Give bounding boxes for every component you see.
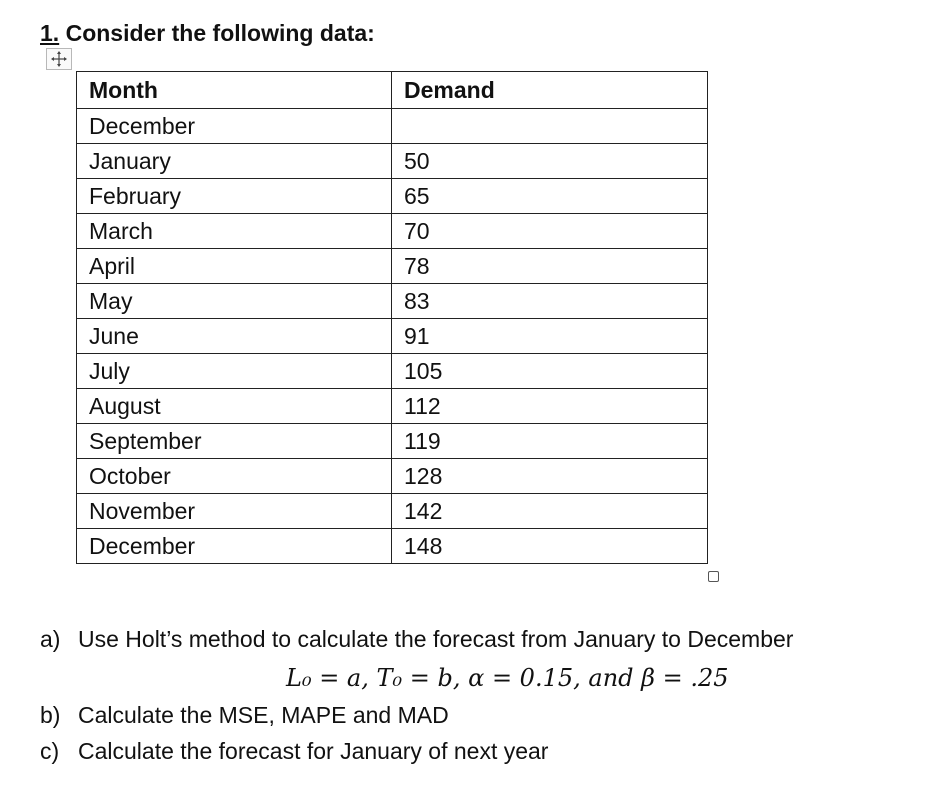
demand-cell: 83 [392, 284, 708, 319]
question-text: Use Holt’s method to calculate the forecast from January to December [78, 626, 794, 652]
table-row [77, 179, 708, 214]
parameter-formula: L₀ = a, T₀ = b, α = 0.15, and β = .25 [286, 664, 729, 692]
question-heading [40, 20, 375, 47]
table-row [77, 529, 708, 564]
question-c [40, 738, 548, 765]
demand-cell: 50 [392, 144, 708, 179]
month-cell: February [77, 179, 392, 214]
demand-table [76, 71, 708, 564]
month-cell: December [77, 529, 392, 564]
table-row [77, 424, 708, 459]
month-cell: December [77, 109, 392, 144]
question-label: a) [40, 626, 61, 652]
header-month: Month [77, 72, 392, 109]
table-row [77, 389, 708, 424]
month-cell: August [77, 389, 392, 424]
month-cell: January [77, 144, 392, 179]
demand-cell: 105 [392, 354, 708, 389]
table-row [77, 109, 708, 144]
demand-cell: 91 [392, 319, 708, 354]
question-a [40, 626, 793, 653]
month-cell: October [77, 459, 392, 494]
question-number: 1. [40, 20, 60, 46]
table-row [77, 354, 708, 389]
month-cell: March [77, 214, 392, 249]
month-cell: April [77, 249, 392, 284]
table-row [77, 459, 708, 494]
demand-cell: 119 [392, 424, 708, 459]
demand-cell: 148 [392, 529, 708, 564]
month-cell: November [77, 494, 392, 529]
resize-square-icon[interactable] [708, 571, 719, 582]
table-row [77, 249, 708, 284]
table-row [77, 144, 708, 179]
move-arrows-icon [49, 50, 69, 68]
month-cell: July [77, 354, 392, 389]
demand-cell [392, 109, 708, 144]
table-row [77, 494, 708, 529]
question-b [40, 702, 449, 729]
question-label: c) [40, 738, 60, 764]
demand-cell: 78 [392, 249, 708, 284]
month-cell: June [77, 319, 392, 354]
demand-cell: 128 [392, 459, 708, 494]
question-text: Calculate the forecast for January of next year [78, 738, 549, 764]
demand-cell: 142 [392, 494, 708, 529]
demand-cell: 70 [392, 214, 708, 249]
table-row [77, 319, 708, 354]
question-text: Calculate the MSE, MAPE and MAD [78, 702, 449, 728]
question-label: b) [40, 702, 61, 728]
month-cell: May [77, 284, 392, 319]
demand-cell: 65 [392, 179, 708, 214]
header-demand: Demand [392, 72, 708, 109]
month-cell: September [77, 424, 392, 459]
table-row [77, 284, 708, 319]
question-title: Consider the following data: [65, 20, 375, 46]
table-header-row [77, 72, 708, 109]
demand-cell: 112 [392, 389, 708, 424]
table-move-handle[interactable] [46, 48, 72, 70]
table-row [77, 214, 708, 249]
